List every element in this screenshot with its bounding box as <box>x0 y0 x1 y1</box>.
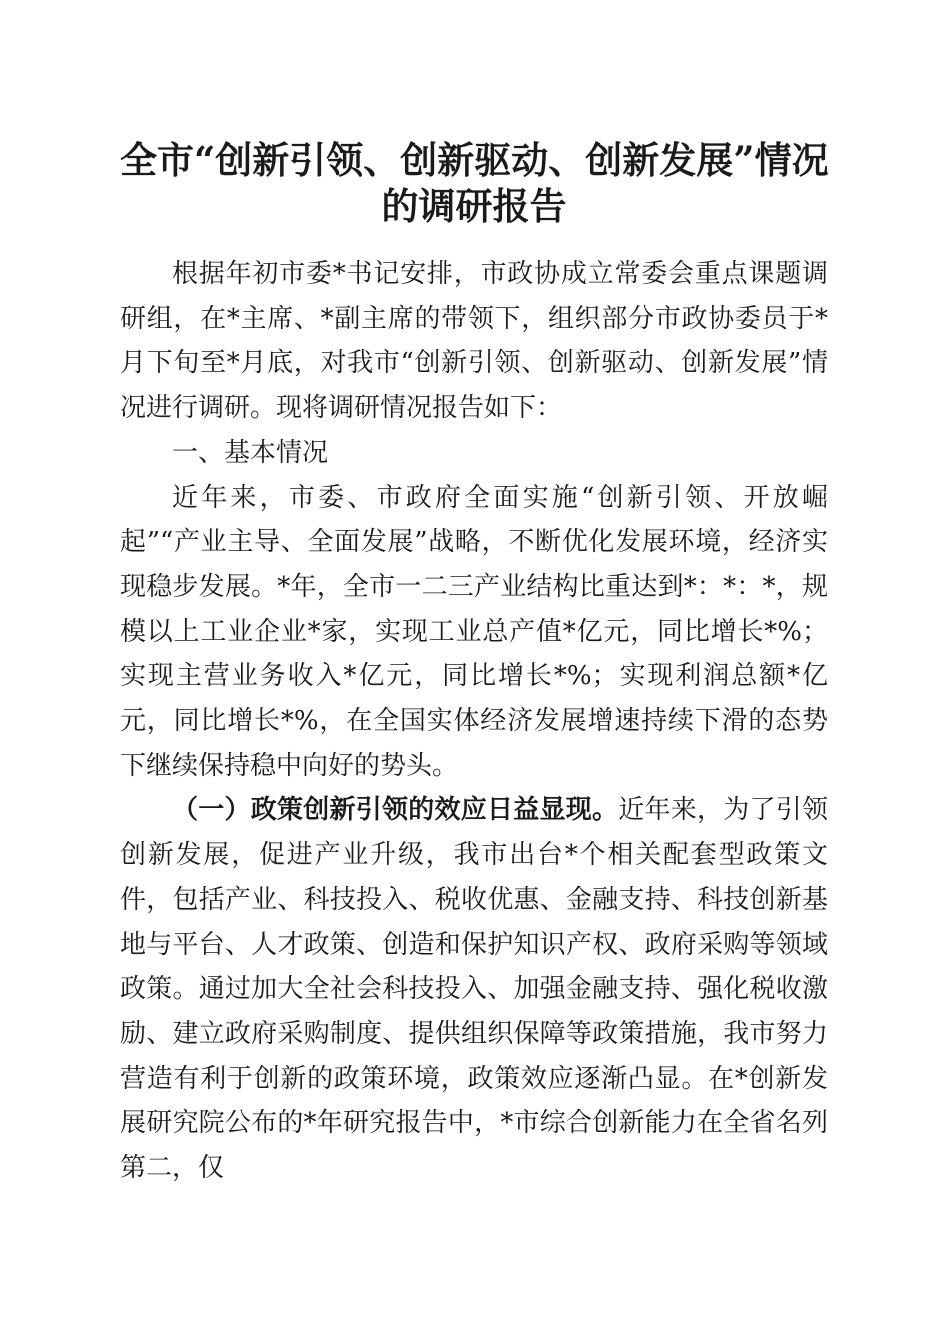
basic-situation-paragraph: 近年来，市委、市政府全面实施“创新引领、开放崛起”“产业主导、全面发展”战略，不断优化发展环境，经济实现稳步发展。*年，全市一二三产业结构比重达到*：*：*，规模以上工业企业*家，实现工业总产值*亿元，同比增长*%；实现主营业务收入*亿元，同比增长*%；实现利润总额*亿元，同比增长*%，在全国实体经济发展增速持续下滑的态势下继续保持稳中向好的势头。 <box>120 482 828 781</box>
document-title-line-1: 全市“创新引领、创新驱动、创新发展”情况 <box>120 138 829 182</box>
document-body <box>120 252 828 1191</box>
intro-paragraph: 根据年初市委*书记安排，市政协成立常委会重点课题调研组，在*主席、*副主席的带领下，组织部分市政协委员于*月下旬至*月底，对我市“创新引领、创新驱动、创新发展”情况进行调研。现将调研情况报告如下： <box>120 259 828 424</box>
document-title-line-2: 的调研报告 <box>381 184 567 228</box>
policy-innovation-text: 近年来，为了引领创新发展，促进产业升级，我市出台*个相关配套型政策文件，包括产业、科技投入、税收优惠、金融支持、科技创新基地与平台、人才政策、创造和保护知识产权、政府采购等领域政策。通过加大全社会科技投入、加强金融支持、强化税收激励、建立政府采购制度、提供组织保障等政策措施，我市努力营造有利于创新的政策环境，政策效应逐渐凸显。在*创新发展研究院公布的*年研究报告中，*市综合创新能力在全省名列第二，仅 <box>120 795 828 1184</box>
policy-innovation-lead: （一）政策创新引领的效应日益显现。 <box>172 795 619 826</box>
section-heading-basic-situation: 一、基本情况 <box>172 437 329 468</box>
policy-innovation-paragraph <box>120 788 828 1190</box>
